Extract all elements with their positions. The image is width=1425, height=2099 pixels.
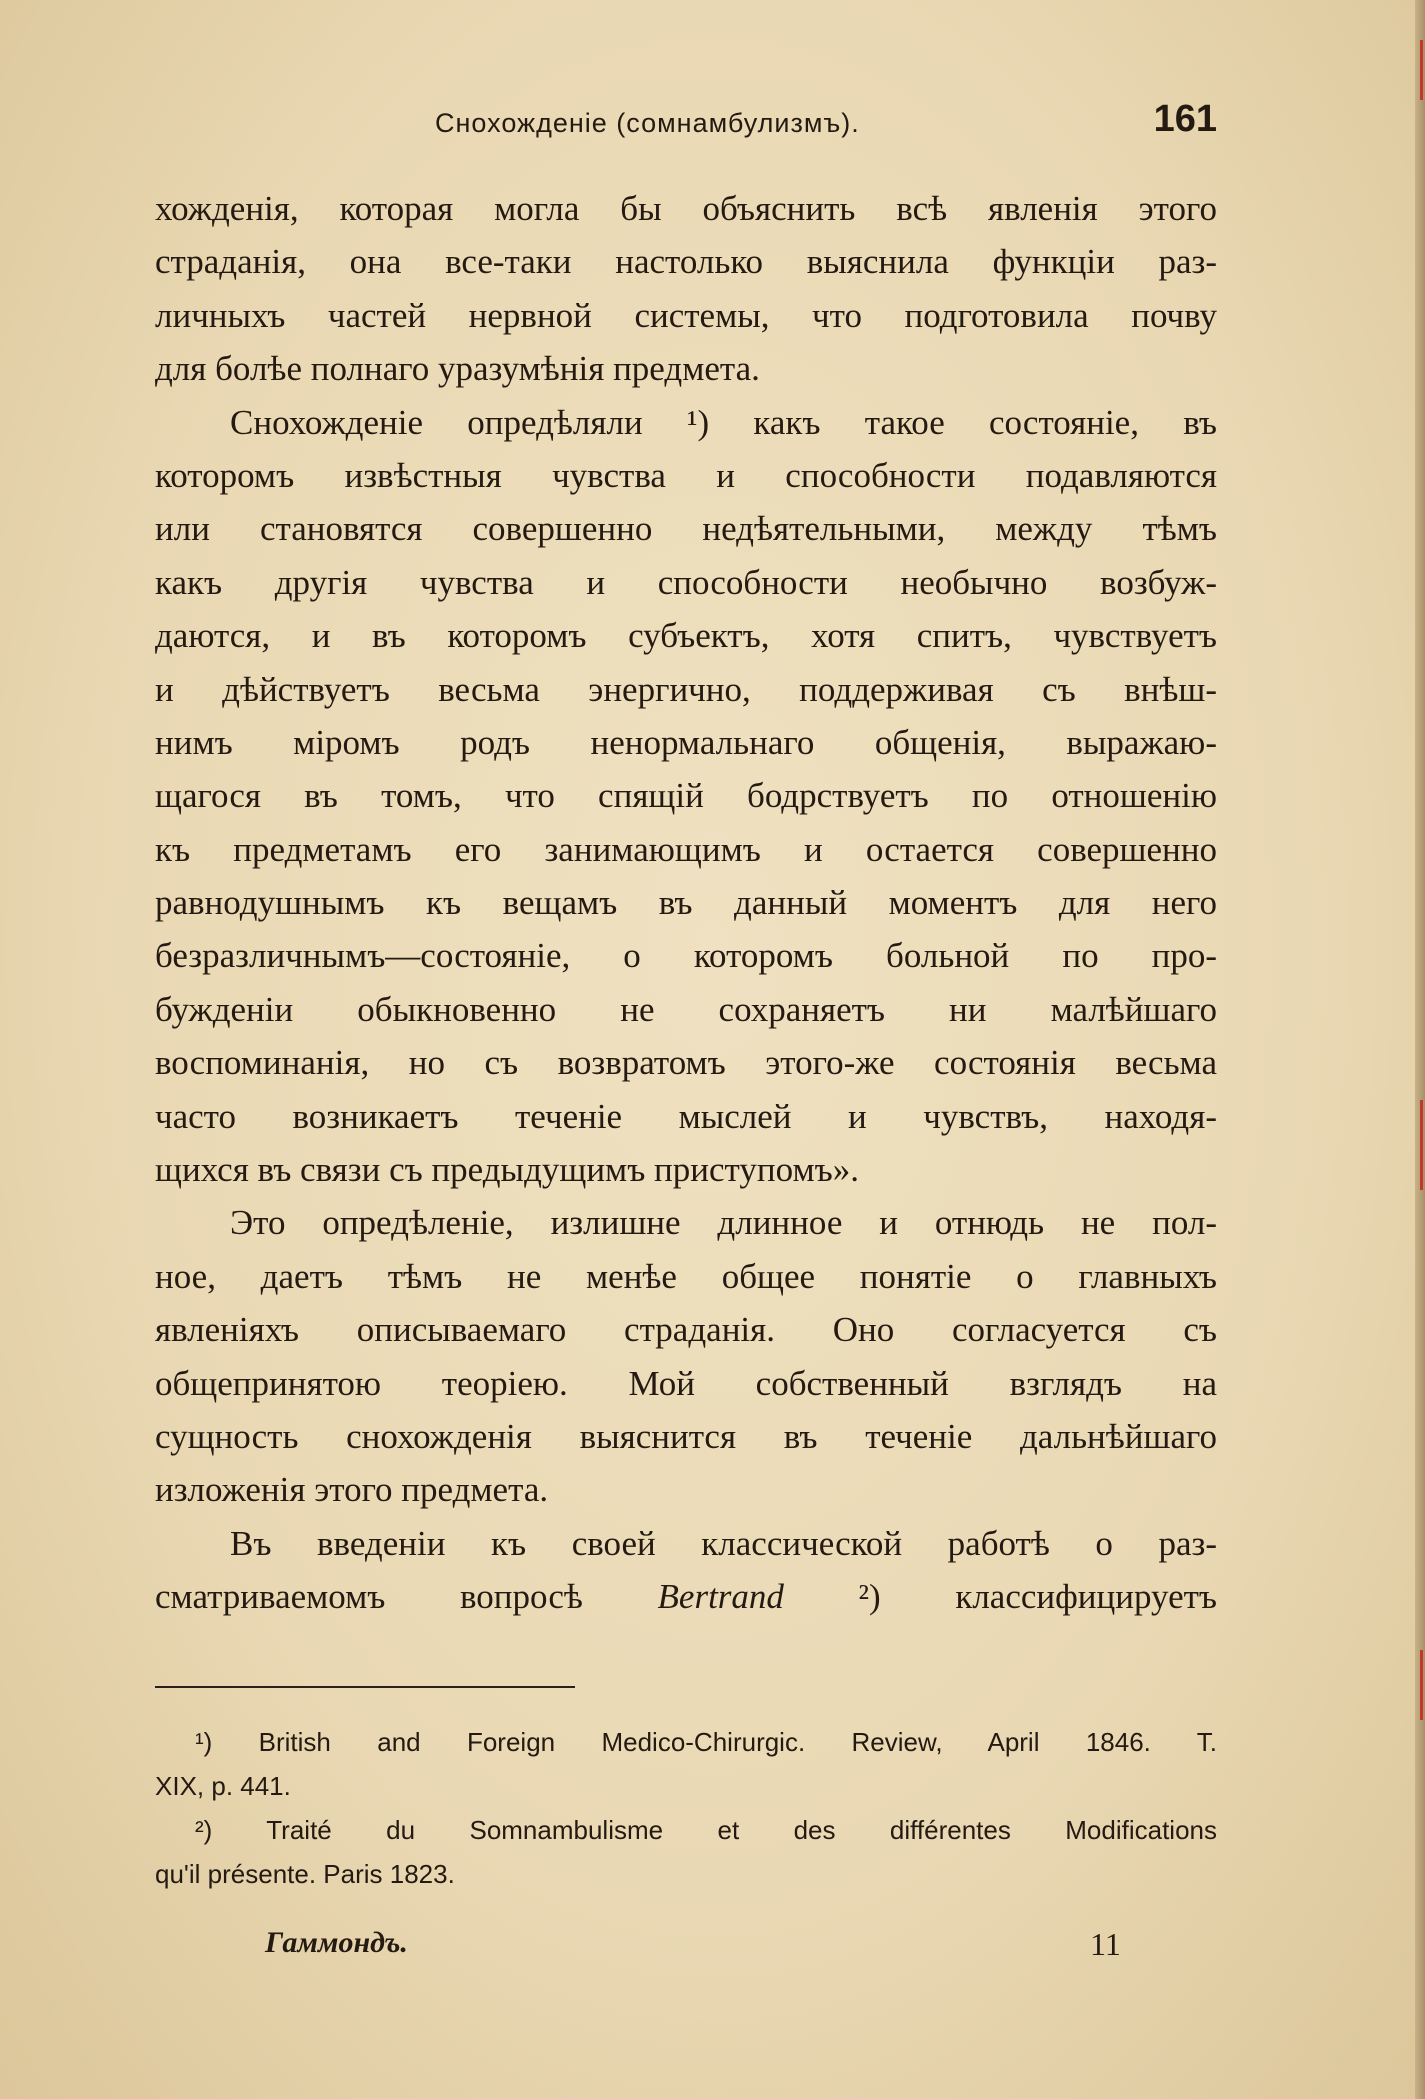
text-line: нимъ міромъ родъ ненормальнаго общенія, выражаю- — [155, 722, 1217, 762]
page-footer — [155, 1926, 1217, 1966]
page-edge-mark — [1420, 40, 1423, 100]
text-line: щихся въ связи съ предыдущимъ приступомъ». — [155, 1150, 859, 1190]
author-signature: Гаммондъ. — [265, 1926, 408, 1959]
text-line: явленіяхъ описываемаго страданія. Оно согласуется съ — [155, 1310, 1217, 1350]
page-edge-mark — [1420, 1650, 1423, 1720]
text-line: къ предметамъ его занимающимъ и остается совершенно — [155, 829, 1217, 869]
page-edge-mark — [1420, 1100, 1423, 1190]
body-text — [155, 182, 1217, 1624]
text-line: даются, и въ которомъ субъектъ, хотя спитъ, чувствуетъ — [155, 616, 1217, 656]
text-line: часто возникаетъ теченіе мыслей и чувствъ, находя- — [155, 1096, 1217, 1136]
footnote-line: ¹) British and Foreign Medico-Chirurgic. Review, April 1846. T. — [195, 1727, 1217, 1757]
text-line: Это опредѣленіе, излишне длинное и отнюдь не пол- — [230, 1203, 1217, 1243]
text-line: воспоминанія, но съ возвратомъ этого-же состоянія весьма — [155, 1043, 1217, 1083]
text-line: личныхъ частей нервной системы, что подготовила почву — [155, 295, 1217, 335]
footnote-line: ²) Traité du Somnambulisme et des différentes Modifications — [195, 1815, 1217, 1845]
text-line: ное, даетъ тѣмъ не менѣе общее понятіе о главныхъ — [155, 1256, 1217, 1296]
text-line: или становятся совершенно недѣятельными, между тѣмъ — [155, 509, 1217, 549]
page-edge — [1415, 0, 1425, 2099]
text-segment-italic-name: Bertrand — [657, 1577, 784, 1617]
text-line: какъ другія чувства и способности необычно возбуж- — [155, 562, 1217, 602]
text-line: изложенія этого предмета. — [155, 1470, 549, 1510]
text-line: Снохожденіе опредѣляли ¹) какъ такое состояніе, въ — [230, 402, 1217, 442]
footnotes — [155, 1720, 1217, 1896]
text-line: которомъ извѣстныя чувства и способности подавляются — [155, 455, 1217, 495]
text-line: общепринятою теоріею. Мой собственный взглядъ на — [155, 1363, 1217, 1403]
text-segment-marker: ²) — [858, 1577, 881, 1617]
text-line: Въ введеніи къ своей классической работѣ о раз- — [230, 1523, 1217, 1563]
text-line: безразличнымъ—состояніе, о которомъ больной по про- — [155, 936, 1217, 976]
text-line — [155, 1570, 1217, 1623]
signature-number: 11 — [1090, 1926, 1121, 1962]
text-line: равнодушнымъ къ вещамъ въ данный моментъ для него — [155, 883, 1217, 923]
text-line: для болѣе полнаго уразумѣнія предмета. — [155, 349, 760, 389]
page-header — [155, 98, 1217, 148]
text-segment-after: классифицируетъ — [955, 1577, 1217, 1617]
text-line: сущность снохожденія выяснится въ теченіе дальнѣйшаго — [155, 1416, 1217, 1456]
footnote-line: XIX, p. 441. — [155, 1771, 291, 1801]
text-line: щагося въ томъ, что спящій бодрствуетъ по отношенію — [155, 776, 1217, 816]
text-line: бужденіи обыкновенно не сохраняетъ ни малѣйшаго — [155, 989, 1217, 1029]
text-line: и дѣйствуетъ весьма энергично, поддерживая съ внѣш- — [155, 669, 1217, 709]
page-number: 161 — [1153, 98, 1217, 140]
footnote-divider — [155, 1686, 575, 1688]
text-line: страданія, она все-таки настолько выяснила функціи раз- — [155, 242, 1217, 282]
text-segment-before: сматриваемомъ вопросѣ — [155, 1577, 583, 1617]
footnote-line: qu'il présente. Paris 1823. — [155, 1859, 455, 1889]
text-line: хожденія, которая могла бы объяснить всѣ явленія этого — [155, 189, 1217, 228]
running-title: Снохожденіе (сомнамбулизмъ). — [435, 108, 860, 138]
